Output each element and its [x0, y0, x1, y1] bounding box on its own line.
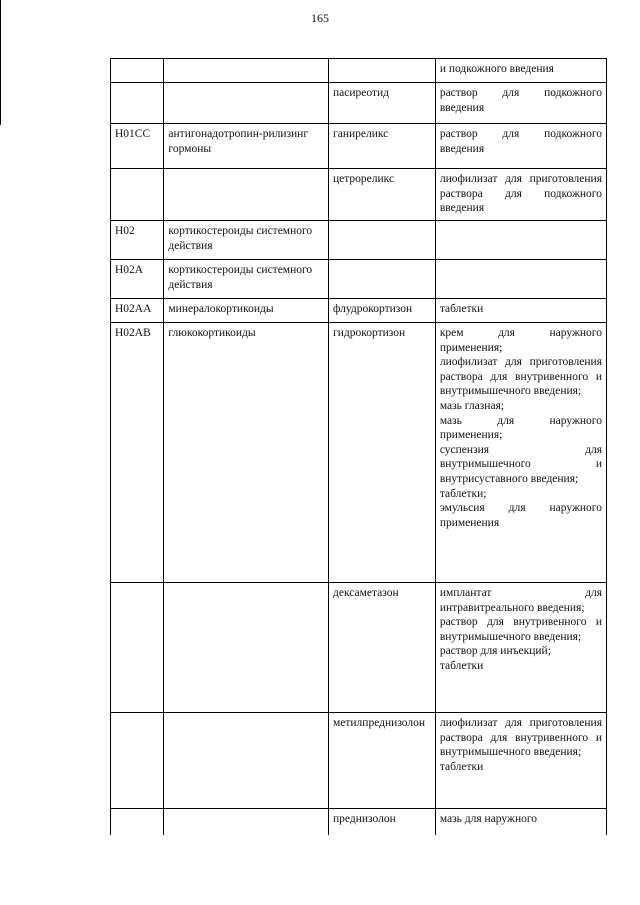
dosage-form: мазь глазная;: [439, 399, 505, 412]
dosage-form: суспензия для внутримышечного и внутрисуставного введения;: [439, 443, 602, 485]
group-name-cell: [164, 169, 329, 221]
dosage-form: таблетки: [439, 659, 484, 672]
table-row: [111, 299, 607, 323]
dosage-forms-cell: [435, 260, 606, 299]
drug-name-cell: пасиреотид: [329, 83, 436, 124]
dosage-form: лиофилизат для приготовления раствора для внутривенного и внутримышечного введения;: [439, 356, 602, 398]
group-name-cell: антигонадотропин-рилизинг гормоны: [164, 124, 329, 169]
dosage-form: раствор для подкожного введения: [439, 87, 602, 114]
atc-code-cell: H02: [111, 221, 164, 260]
drug-name-cell: дексаметазон: [329, 583, 436, 713]
dosage-form: раствор для внутривенного и внутримышечного введения;: [439, 616, 602, 643]
page-number: 165: [311, 11, 329, 25]
drug-table: [110, 58, 607, 835]
table-row: [111, 169, 607, 221]
atc-code-cell: [111, 83, 164, 124]
dosage-forms-cell: [435, 221, 606, 260]
dosage-forms-cell: [435, 583, 606, 713]
atc-code-cell: H02A: [111, 260, 164, 299]
table-body: [111, 59, 607, 835]
atc-code-cell: H02AA: [111, 299, 164, 323]
group-name-cell: кортикостероиды системного действия: [164, 221, 329, 260]
drug-name-cell: флудрокортизон: [329, 299, 436, 323]
dosage-form: мазь для наружного применения;: [439, 414, 602, 442]
drug-name-cell: преднизолон: [329, 809, 436, 835]
group-name-cell: кортикостероиды системного действия: [164, 260, 329, 299]
dosage-forms-cell: [435, 169, 606, 221]
dosage-form: таблетки: [439, 303, 484, 315]
table-row: [111, 260, 607, 299]
dosage-forms-cell: [435, 323, 606, 583]
atc-code-cell: [111, 59, 164, 83]
dosage-forms-cell: [435, 299, 606, 323]
dosage-forms-cell: [435, 124, 606, 169]
dosage-form: крем для наружного применения;: [439, 327, 602, 354]
table-row: [111, 323, 607, 583]
dosage-form: таблетки: [439, 760, 484, 773]
atc-code-cell: [111, 583, 164, 713]
table-row: [111, 59, 607, 83]
dosage-form: лиофилизат для приготовления раствора для подкожного введения: [439, 173, 602, 215]
dosage-form: имплантат для интравитреального введения;: [439, 587, 602, 614]
dosage-form: и подкожного введения: [439, 63, 554, 75]
group-name-cell: [164, 583, 329, 713]
group-name-cell: [164, 83, 329, 124]
table-row: [111, 809, 607, 835]
drug-name-cell: цетрореликс: [329, 169, 436, 221]
table-row: [111, 713, 607, 809]
group-name-cell: [164, 713, 329, 809]
group-name-cell: минералокортикоиды: [164, 299, 329, 323]
drug-name-cell: метилпреднизолон: [329, 713, 436, 809]
dosage-form: таблетки;: [439, 487, 487, 500]
dosage-form: лиофилизат для приготовления раствора для внутривенного и внутримышечного введения;: [439, 717, 602, 759]
group-name-cell: [164, 809, 329, 835]
dosage-form: раствор для инъекций;: [439, 645, 551, 658]
atc-code-cell: [111, 713, 164, 809]
dosage-forms-cell: [435, 713, 606, 809]
table-row: [111, 83, 607, 124]
table-row: [111, 583, 607, 713]
dosage-form: раствор для подкожного введения: [439, 128, 602, 155]
atc-code-cell: [111, 169, 164, 221]
drug-name-cell: [329, 59, 436, 83]
drug-name-cell: ганиреликс: [329, 124, 436, 169]
dosage-form: мазь для наружного: [439, 813, 538, 825]
table-row: [111, 221, 607, 260]
atc-code-cell: [111, 809, 164, 835]
group-name-cell: [164, 59, 329, 83]
table-row: [111, 124, 607, 169]
drug-name-cell: [329, 260, 436, 299]
drug-name-cell: гидрокортизон: [329, 323, 436, 583]
atc-code-cell: H01CC: [111, 124, 164, 169]
drug-name-cell: [329, 221, 436, 260]
group-name-cell: глюкокортикоиды: [164, 323, 329, 583]
dosage-forms-cell: [435, 59, 606, 83]
dosage-form: эмульсия для наружного применения: [439, 502, 602, 529]
dosage-forms-cell: [435, 83, 606, 124]
atc-code-cell: H02AB: [111, 323, 164, 583]
dosage-forms-cell: [435, 809, 606, 835]
